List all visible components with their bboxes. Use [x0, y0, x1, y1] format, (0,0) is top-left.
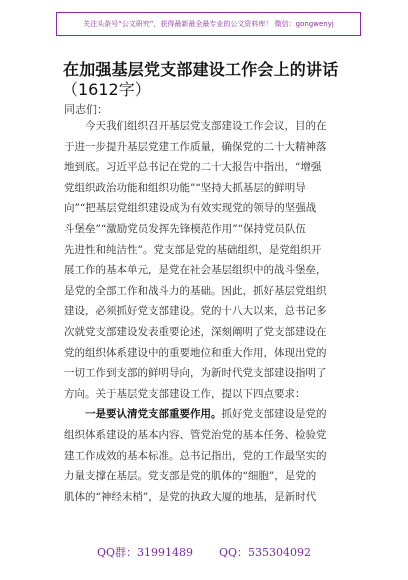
- text-line: 一切工作到支部的鲜明导向，为新时代党支部建设指明了: [64, 367, 327, 380]
- text-line: 今天我们组织召开基层党支部建设工作会议，目的在: [85, 120, 327, 132]
- text-line: 先进性和纯洁性”。党支部是党的基础组织，是党组织开: [64, 243, 322, 256]
- text-line: [64, 404, 350, 425]
- footer: [0, 544, 408, 564]
- document-subtitle: （1612字）: [62, 80, 151, 99]
- text-line: 是党的全部工作和战斗力的基础。因此，抓好基层党组织: [64, 284, 327, 297]
- text-line: 组织体系建设的基本内容、管党治党的基本任务、检验党: [64, 428, 327, 441]
- document-title: 在加强基层党支部建设工作会上的讲话: [63, 60, 339, 79]
- text-line: 展工作的基本单元，是党在社会基层组织中的战斗堡垒，: [64, 264, 327, 277]
- text-line: 肌体的“神经末梢”，是党的执政大厦的地基，是新时代: [64, 490, 317, 503]
- text-line: 次就党支部建设发表重要论述，深刻阐明了党支部建设在: [64, 325, 327, 338]
- text-run: 抓好党支部建设是党的: [221, 408, 327, 421]
- paragraph-lead: 一是要认清党支部重要作用。: [85, 408, 222, 421]
- text-line: 方向。关于基层党支部建设工作，提以下四点要求：: [64, 387, 306, 400]
- header-banner-text: 关注头条号“公文研究”，获得最新最全最专业的公文资料库！ 微信：gongwenyj: [83, 20, 334, 28]
- text-line: 斗堡垒”“激励党员发挥先锋模范作用”“保持党员队伍: [64, 222, 306, 235]
- text-line: 于进一步提升基层党建工作质量，确保党的二十大精神落: [64, 140, 327, 153]
- text-line: 党的组织体系建设中的重要地位和重大作用，体现出党的: [64, 346, 327, 359]
- header-banner: [56, 12, 361, 36]
- text-line: 建工作成效的基本标准。总书记指出，党的工作最坚实的: [64, 449, 327, 462]
- text-line: 党组织政治功能和组织功能”“坚持大抓基层的鲜明导: [64, 181, 306, 194]
- text-line: 力量支撑在基层。党支部是党的肌体的“细胞”，是党的: [64, 470, 317, 483]
- greeting: 同志们：: [64, 103, 108, 116]
- text-line: 向”“把基层党组织建设成为有效实现党的领导的坚强战: [64, 202, 317, 215]
- paragraph-2: [64, 404, 350, 507]
- paragraph-1: [64, 116, 350, 404]
- footer-qq: QQ：535304092: [219, 546, 312, 559]
- footer-qq-group: QQ群：31991489: [96, 546, 193, 559]
- document-body: [64, 116, 350, 507]
- text-line: 地到底。习近平总书记在党的二十大报告中指出，“增强: [64, 161, 322, 174]
- text-line: 建设，必须抓好党支部建设。党的十八大以来，总书记多: [64, 305, 327, 318]
